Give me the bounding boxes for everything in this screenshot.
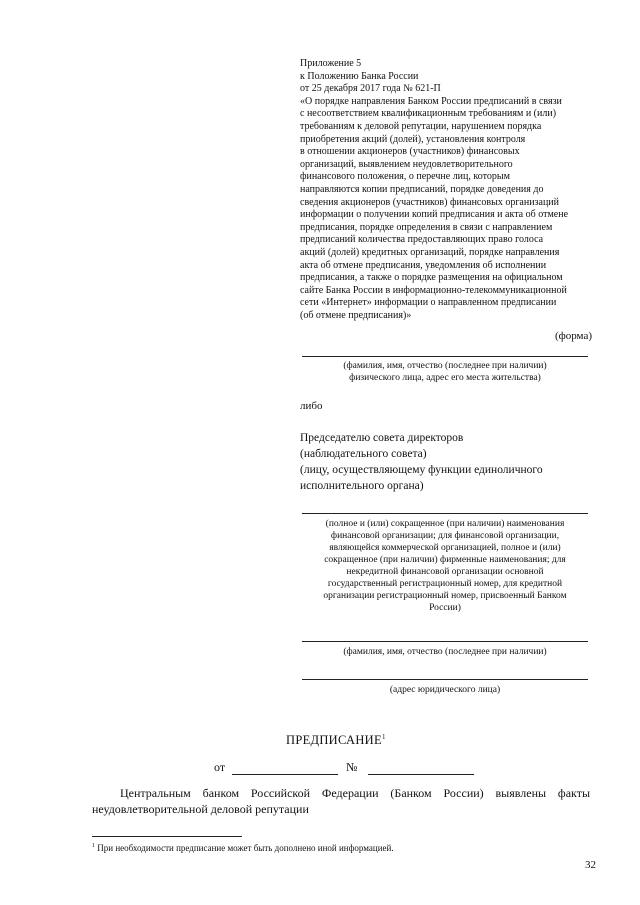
appendix-line: предписаний количества предоставляющих право голоса xyxy=(300,234,544,246)
fio-caption: (фамилия, имя, отчество (последнее при наличии) xyxy=(343,647,547,657)
organization-name-line xyxy=(302,513,588,514)
appendix-line: к Положению Банка России xyxy=(300,70,419,82)
body-paragraph: Центральным банком Российской Федерации (Банком России) выявлены факты неудовлетворительной деловой репутации xyxy=(92,786,590,816)
appendix-line: финансового положения, о перечне лиц, которым xyxy=(300,171,510,183)
appendix-line: информации о получении копий предписания и акта об отмене xyxy=(300,209,569,221)
appendix-line: сведения акционеров (участников) финансовых организаций xyxy=(300,196,559,208)
address-line xyxy=(302,679,588,680)
appendix-line: организаций, выявлением неудовлетворительного xyxy=(300,158,513,170)
appendix-line: требованиям к деловой репутации, нарушением порядка xyxy=(300,120,542,132)
person-name-line xyxy=(302,356,588,357)
appendix-line: сайте Банка России в информационно-телекоммуникационной xyxy=(300,284,567,296)
number-line xyxy=(368,774,474,775)
appendix-line: сети «Интернет» информации о направленном предписании xyxy=(300,297,557,309)
appendix-line: Приложение 5 xyxy=(300,58,362,69)
appendix-line: «О порядке направления Банком России предписаний в связи xyxy=(300,95,562,107)
fio-line xyxy=(302,641,588,642)
appendix-line: акций (долей) кредитных организаций, порядке направления xyxy=(300,246,560,258)
date-number-row xyxy=(200,760,500,776)
appendix-line: направляются копии предписаний, порядке доведения до xyxy=(300,183,544,195)
page-number: 32 xyxy=(585,859,596,871)
appendix-line: предписания, порядке определения в связи с направлением xyxy=(300,221,553,233)
footnote-ref: 1 xyxy=(381,733,386,741)
organization-caption: (полное и (или) сокращенное (при наличии) наименования финансовой организации; для финансовой организации, являющейся коммерческой организацией, полное и (или) сокращенное (при наличии) фирменные наименования; для некредитной финансовой организации основной государственный регистрационный номер, для кредитной организации регистрационный номер, присвоенный Банком России) xyxy=(323,519,567,613)
footnote-divider xyxy=(92,836,242,837)
appendix-line: (об отмене предписания)» xyxy=(300,309,412,321)
document-title: ПРЕДПИСАНИЕ$^1$ xyxy=(286,733,386,748)
appendix-line: акта об отмене предписания, уведомления об исполнении xyxy=(300,259,547,271)
appendix-line: предписания, а также о порядке размещения на официальном xyxy=(300,272,563,284)
appendix-line: с несоответствием квалификационным требованиям и (или) xyxy=(300,108,557,120)
date-label: от xyxy=(214,760,226,774)
address-caption: (адрес юридического лица) xyxy=(389,685,501,695)
footnote: $^1$ При необходимости предписание может быть дополнено иной информацией. xyxy=(92,843,394,853)
appendix-header xyxy=(300,58,600,322)
person-caption: (фамилия, имя, отчество (последнее при наличии) физического лица, адрес его места жительства) xyxy=(343,361,547,383)
form-label: (форма) xyxy=(554,330,592,342)
or-label: либо xyxy=(300,400,323,412)
date-line xyxy=(232,774,338,775)
appendix-line: от 25 декабря 2017 года № 621-П xyxy=(300,83,441,95)
number-label: № xyxy=(346,760,358,774)
addressee-block: Председателю совета директоров (наблюдательного совета) (лицу, осуществляющему функции единоличного исполнительного органа) xyxy=(300,432,543,492)
appendix-line: в отношении акционеров (участников) финансовых xyxy=(300,146,520,158)
appendix-line: приобретения акций (долей), установления контроля xyxy=(300,133,526,145)
